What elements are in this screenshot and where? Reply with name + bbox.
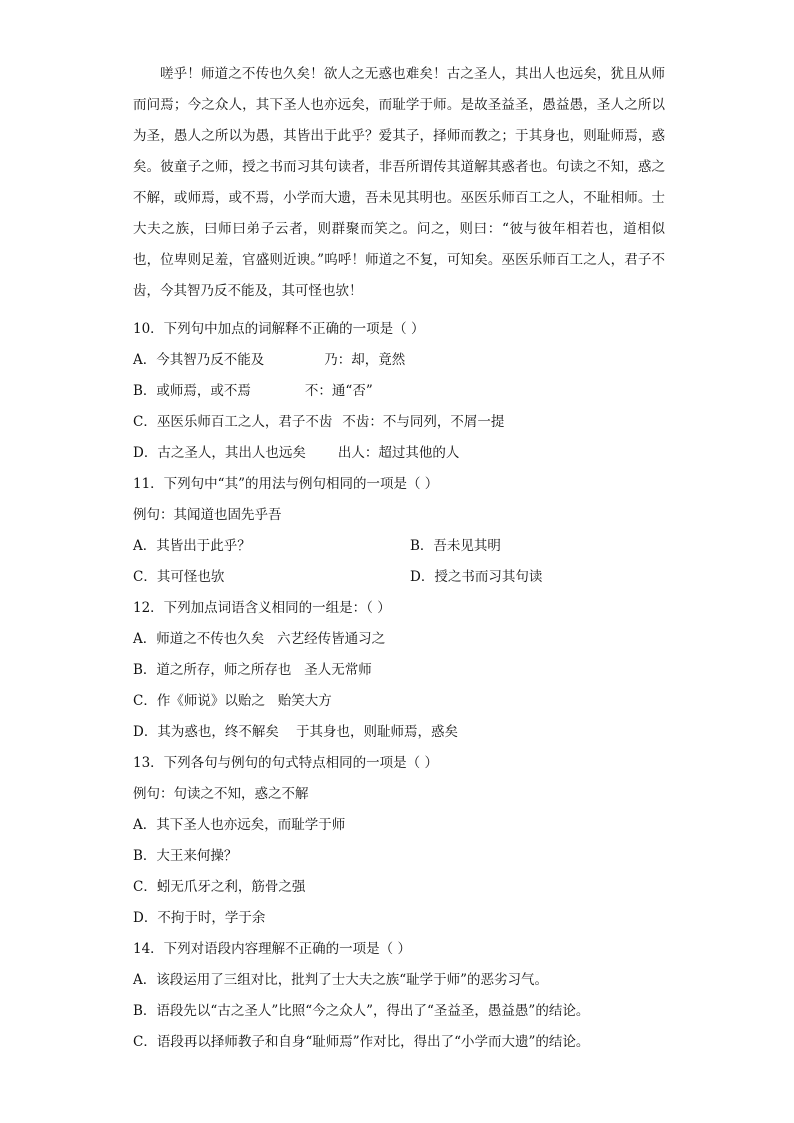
option-gloss: 出人：超过其他的人 xyxy=(337,445,460,461)
option-gloss: 乃：却，竟然 xyxy=(324,352,406,368)
q10-stem: 10．下列句中加点的词解释不正确的一项是（ ） xyxy=(133,321,425,337)
q10-option-b xyxy=(133,376,673,407)
option-gloss: 不齿：不与同列，不屑一提 xyxy=(342,414,505,430)
option-gloss: 不：通“否” xyxy=(304,383,373,399)
option-left: D．其为惑也，终不解矣 xyxy=(133,724,279,740)
option-text: D．古之圣人，其出人也远矣 xyxy=(133,445,306,461)
q11-option-a: A．其皆出于此乎？ xyxy=(133,538,251,554)
q12-option-b xyxy=(133,655,673,686)
q11-options-ab xyxy=(133,531,673,562)
q13-option-b: B．大王来何操？ xyxy=(133,848,238,864)
q12-option-c xyxy=(133,686,673,717)
q10-option-d xyxy=(133,438,673,469)
option-left: A．师道之不传也久矣 xyxy=(133,631,265,647)
q13-example: 例句：句读之不知，惑之不解 xyxy=(133,786,309,802)
q13-stem: 13．下列各句与例句的句式特点相同的一项是（ ） xyxy=(133,755,438,771)
q11-stem: 11．下列句中“其”的用法与例句相同的一项是（ ） xyxy=(133,476,439,492)
q14-option-a: A．该段运用了三组对比，批判了士大夫之族“耻学于师”的恶劣习气。 xyxy=(133,972,549,988)
option-right: 于其身也，则耻师焉，惑矣 xyxy=(296,724,458,740)
q11-options-cd xyxy=(133,562,673,593)
q13-option-d: D．不拘于时，学于余 xyxy=(133,910,266,926)
q10-option-c xyxy=(133,407,673,438)
q10-option-a xyxy=(133,345,673,376)
q11-option-d: D．授之书而习其句读 xyxy=(410,569,543,585)
q13-option-c: C．蚓无爪牙之利，筋骨之强 xyxy=(133,879,306,895)
reading-passage: 嗟乎！师道之不传也久矣！欲人之无惑也难矣！古之圣人，其出人也远矣，犹且从师而问焉；今之众人，其下圣人也亦远矣，而耻学于师。是故圣益圣，愚益愚，圣人之所以为圣，愚人之所以为愚，其皆出于此乎？爱其子，择师而教之；于其身也，则耻师焉，惑矣。彼童子之师，授之书而习其句读者，非吾所谓传其道解其惑者也。句读之不知，惑之不解，或师焉，或不焉，小学而大遗，吾未见其明也。巫医乐师百工之人，不耻相师。士大夫之族，曰师曰弟子云者，则群聚而笑之。问之，则曰：“彼与彼年相若也，道相似也，位卑则足羞，官盛则近谀。”呜呼！师道之不复，可知矣。巫医乐师百工之人，君子不齿，今其智乃反不能及，其可怪也欤！ xyxy=(133,66,665,299)
q11-option-b: B．吾未见其明 xyxy=(410,538,501,554)
option-text: C．巫医乐师百工之人，君子不齿 xyxy=(133,414,333,430)
option-text: A．今其智乃反不能及 xyxy=(133,352,265,368)
option-left: B．道之所存，师之所存也 xyxy=(133,662,292,678)
question-list xyxy=(133,314,673,1058)
option-left: C．作《师说》以贻之 xyxy=(133,693,265,709)
q14-stem: 14．下列对语段内容理解不正确的一项是（ ） xyxy=(133,941,411,957)
q11-example: 例句：其闻道也固先乎吾 xyxy=(133,507,282,523)
option-right: 六艺经传皆通习之 xyxy=(277,631,386,647)
q11-option-c: C．其可怪也欤 xyxy=(133,569,225,585)
option-right: 贻笑大方 xyxy=(277,693,332,709)
q12-option-d xyxy=(133,717,673,748)
q13-option-a: A．其下圣人也亦远矣，而耻学于师 xyxy=(133,817,346,833)
q12-option-a xyxy=(133,624,673,655)
q14-option-c: C．语段再以择师教子和自身“耻师焉”作对比，得出了“小学而大遗”的结论。 xyxy=(133,1034,590,1050)
option-right: 圣人无常师 xyxy=(304,662,372,678)
q12-stem: 12．下列加点词语含义相同的一组是：（ ） xyxy=(133,600,391,616)
q14-option-b: B．语段先以“古之圣人”比照“今之众人”，得出了“圣益圣，愚益愚”的结论。 xyxy=(133,1003,590,1019)
option-text: B．或师焉，或不焉 xyxy=(133,383,251,399)
